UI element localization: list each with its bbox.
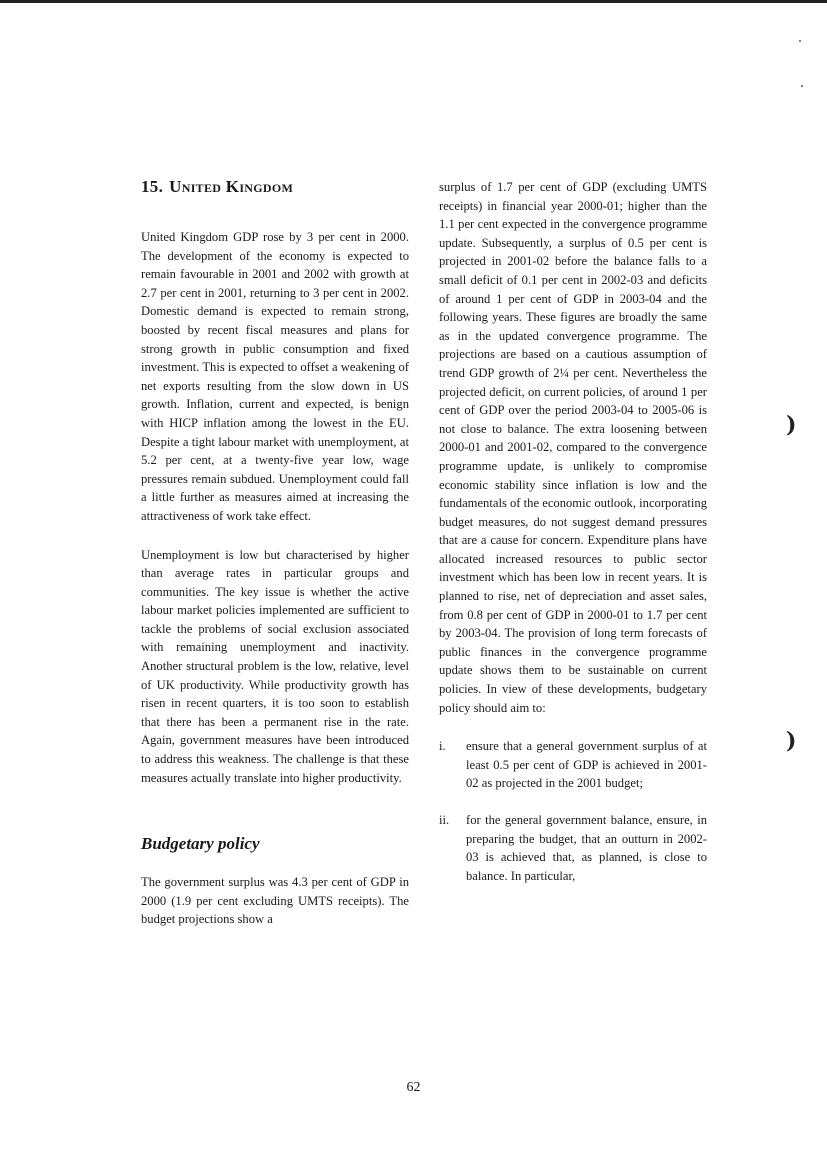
recommendation-text: for the general government balance, ensure, in preparing the budget, that an outturn in 2002-03 is achieved that, as planned, is close to balance. In particular, bbox=[466, 813, 707, 883]
top-rule bbox=[0, 0, 827, 3]
recommendation-text: ensure that a general government surplus of at least 0.5 per cent of GDP is achieved in 2001-02 as projected in the 2001 budget; bbox=[466, 739, 707, 791]
left-column bbox=[141, 176, 409, 949]
list-marker: ii. bbox=[439, 813, 450, 827]
list-marker: i. bbox=[439, 739, 446, 754]
paragraph-budget-projections: surplus of 1.7 per cent of GDP (excluding UMTS receipts) in financial year 2000-01; higher than the 1.1 per cent expected in the convergence programme update. Subsequently, a surplus of 0.5 per cent is projected in 2001-02 before the balance falls to a small deficit of 0.1 per cent in 2002-03 and deficits of around 1 per cent of GDP in 2003-04 and the following years. These figures are broadly the same as in the updated convergence programme. The projections are based on a cautious assumption of trend GDP growth of 2¼ per cent. Nevertheless the projected deficit, on current policies, of around 1 per cent of GDP over the period 2003-04 to 2005-06 is not close to balance. The extra loosening between 2000-01 and 2001-02, compared to the convergence programme update, is unlikely to compromise economic stability since inflation is low and the fundamentals of the economic outlook, incorporating budget measures, do not suggest demand pressures that are a cause for concern. Expenditure plans have allocated increased resources to public sector investment which has been low in recent years. It is planned to rise, net of depreciation and asset sales, from 0.8 per cent of GDP in 2000-01 to 1.7 per cent by 2003-04. The provision of long term forecasts of public finances in the convergence programme update shows them to be sustainable on current policies. In view of these developments, budgetary policy should aim to: bbox=[439, 180, 707, 715]
page-number: 62 bbox=[406, 1080, 421, 1095]
section-title bbox=[141, 176, 409, 198]
section-title-text: United Kingdom bbox=[169, 177, 294, 196]
binding-mark-icon: ) bbox=[786, 728, 797, 754]
recommendation-item bbox=[439, 811, 707, 885]
right-column bbox=[439, 178, 707, 903]
scan-speck bbox=[801, 85, 803, 87]
recommendation-item bbox=[439, 737, 707, 793]
paragraph-economy: United Kingdom GDP rose by 3 per cent in 2000. The development of the economy is expected to remain favourable in 2001 and 2002 with growth at 2.7 per cent in 2001, returning to 3 per cent in 2002. Domestic demand is expected to remain strong, boosted by recent fiscal measures and plans for strong growth in public consumption and fixed investment. This is expected to offset a weakening of net exports resulting from the slow down in US growth. Inflation, current and expected, is benign with HICP inflation among the lowest in the EU. Despite a tight labour market with unemployment, at 5.2 per cent, at a twenty-five year low, wage pressures remain subdued. Unemployment could fall a little further as measures aimed at increasing the attractiveness of work take effect. bbox=[141, 230, 409, 523]
scan-speck bbox=[799, 40, 801, 42]
section-number: 15. bbox=[141, 177, 164, 196]
recommendation-list bbox=[439, 737, 707, 885]
binding-mark-icon: ) bbox=[786, 412, 797, 438]
subheading-budgetary-policy: Budgetary policy bbox=[141, 834, 260, 854]
paragraph-unemployment: Unemployment is low but characterised by higher than average rates in particular groups and communities. The key issue is whether the active labour market policies implemented are sufficient to tackle the problems of social exclusion associated with remaining unemployment and inactivity. Another structural problem is the low, relative, level of UK productivity. While productivity growth has risen in recent quarters, it is too soon to establish that there has been a permanent rise in the rate. Again, government measures have been introduced to address this weakness. The challenge is that these measures actually translate into higher productivity. bbox=[141, 547, 409, 785]
paragraph-budget-surplus: The government surplus was 4.3 per cent of GDP in 2000 (1.9 per cent excluding UMTS receipts). The budget projections show a bbox=[141, 875, 409, 927]
